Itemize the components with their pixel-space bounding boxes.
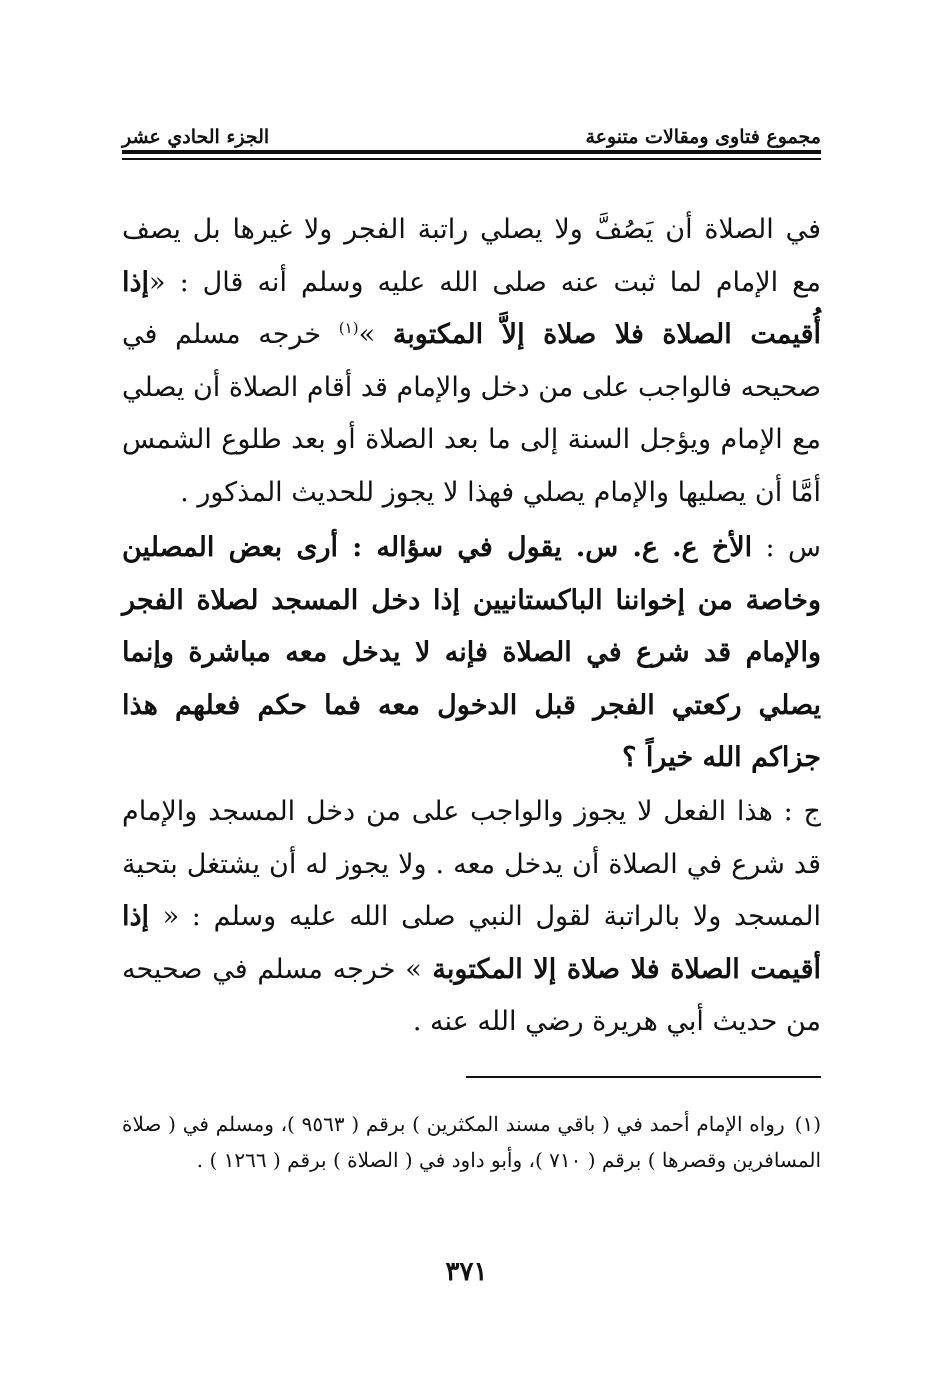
answer-text-continued: » خرجه مسلم في صحيحه من حديث أبي هريرة رضي الله عنه . [122,953,821,1037]
header-rule-thin [122,158,821,160]
answer-text: هذا الفعل لا يجوز والواجب على من دخل المسجد والإمام قد شرع في الصلاة أن يدخل معه . ولا يجوز له أن يشتغل بتحية المسجد ولا بالراتبة لقول النبي صلى الله عليه وسلم : « [122,796,821,932]
paragraph-text: في الصلاة أن يَصُفَّ ولا يصلي راتبة الفجر ولا غيرها بل يصف مع الإمام لما ثبت عنه صلى الله عليه وسلم أنه قال : « [122,214,821,298]
footnote [122,1106,821,1178]
running-header [122,112,821,148]
footnote-text: رواه الإمام أحمد في ( باقي مسند المكثرين ) برقم ( ٩٥٦٣ )، ومسلم في ( صلاة المسافرين وقصرها ) برقم ( ٧١٠ )، وأبو داود في ( الصلاة ) برقم ( ١٢٦٦ ) . [122,1112,821,1172]
book-title: مجموع فتاوى ومقالات متنوعة [585,126,821,148]
footnote-mark: (١) [794,1112,821,1136]
footnote-separator [466,1076,821,1078]
header-rule-thick [122,150,821,154]
hadith-quote: إذا أُقيمت الصلاة فلا صلاة إلاَّ المكتوبة [122,266,821,350]
quote-close: » [358,319,393,350]
question-text: الأخ ع. ع. س. يقول في سؤاله : أرى بعض المصلين وخاصة من إخواننا الباكستانيين إذا دخل المسجد لصلاة الفجر والإمام قد شرع في الصلاة فإنه لا يدخل معه مباشرة وإنما يصلي ركعتي الفجر قبل الدخول معه فما حكم فعلهم هذا جزاكم الله خيراً ؟ [122,532,821,773]
answer-continuation-paragraph [122,204,821,519]
footnote-reference: (١) [338,319,359,337]
page-number: ٣٧١ [445,1257,488,1287]
question-prefix: س : [752,532,821,563]
answer-paragraph [122,786,821,1049]
answer-prefix: ج : [772,796,821,827]
hadith-quote: إذا أقيمت الصلاة فلا صلاة إلا المكتوبة [122,901,821,985]
paragraph-text-continued: خرجه مسلم في صحيحه فالواجب على من دخل والإمام قد أقام الصلاة أن يصلي مع الإمام ويؤجل السنة إلى ما بعد الصلاة أو بعد طلوع الشمس أمَّا أن يصليها والإمام يصلي فهذا لا يجوز للحديث المذكور . [122,319,821,508]
volume-label: الجزء الحادي عشر [122,126,270,148]
question-paragraph [122,522,821,785]
